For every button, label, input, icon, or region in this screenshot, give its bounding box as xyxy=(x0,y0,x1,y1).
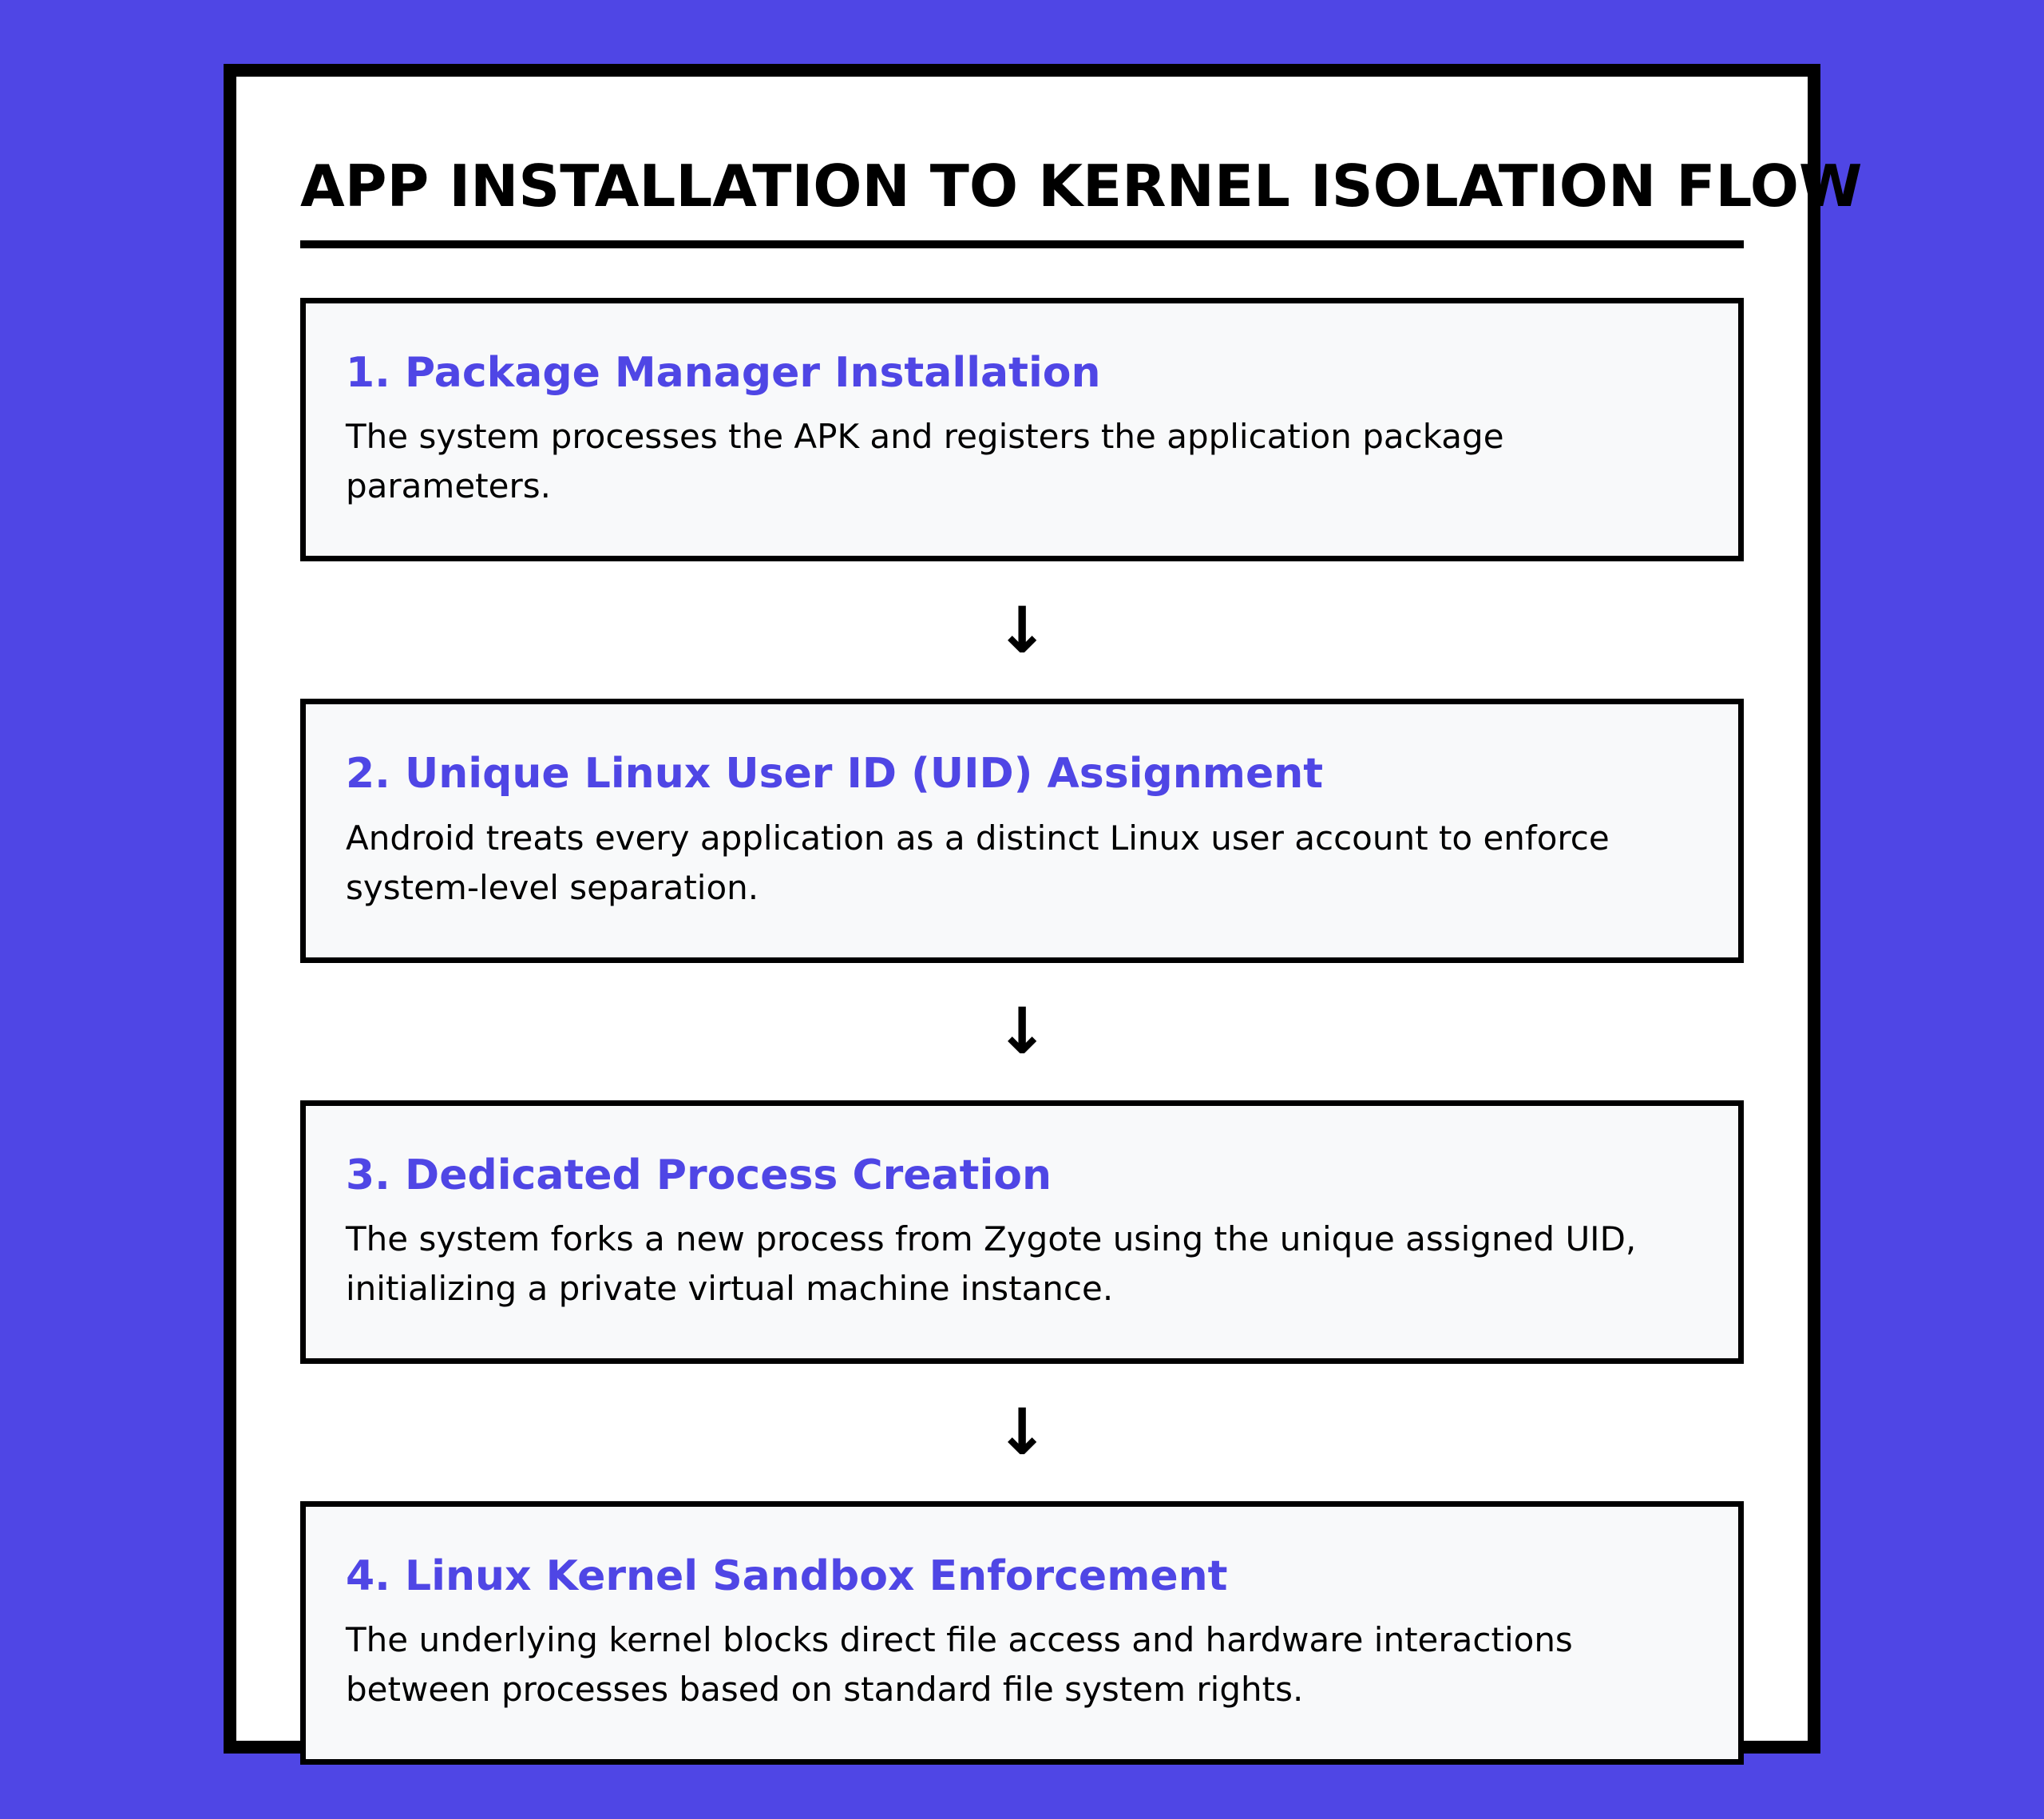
flow-steps xyxy=(300,298,1744,1766)
step-2-title: 2. Unique Linux User ID (UID) Assignment xyxy=(346,750,1324,799)
step-1-title: 1. Package Manager Installation xyxy=(346,348,1101,397)
step-4-box xyxy=(300,1501,1744,1765)
step-1-box xyxy=(300,298,1744,561)
step-1-description: The system processes the APK and registers the application package parameters. xyxy=(346,417,1504,506)
title-divider xyxy=(300,240,1744,248)
arrow-down-icon: ↓ xyxy=(995,994,1049,1069)
diagram-title: APP INSTALLATION TO KERNEL ISOLATION FLOW xyxy=(300,153,1863,220)
step-3-description: The system forks a new process from Zygote using the unique assigned UID, initializing a private virtual machine instance. xyxy=(346,1219,1637,1308)
arrow-down-icon: ↓ xyxy=(995,1395,1049,1470)
step-3-box xyxy=(300,1100,1744,1364)
diagram-card xyxy=(224,64,1863,1754)
step-4-title: 4. Linux Kernel Sandbox Enforcement xyxy=(346,1552,1228,1600)
step-4-description: The underlying kernel blocks direct file access and hardware interactions between processes based on standard file system rights. xyxy=(346,1620,1573,1710)
step-2-box xyxy=(300,699,1744,962)
step-2-description: Android treats every application as a distinct Linux user account to enforce system-level separation. xyxy=(346,818,1610,907)
step-3-title: 3. Dedicated Process Creation xyxy=(346,1151,1052,1199)
arrow-down-icon: ↓ xyxy=(995,592,1049,668)
